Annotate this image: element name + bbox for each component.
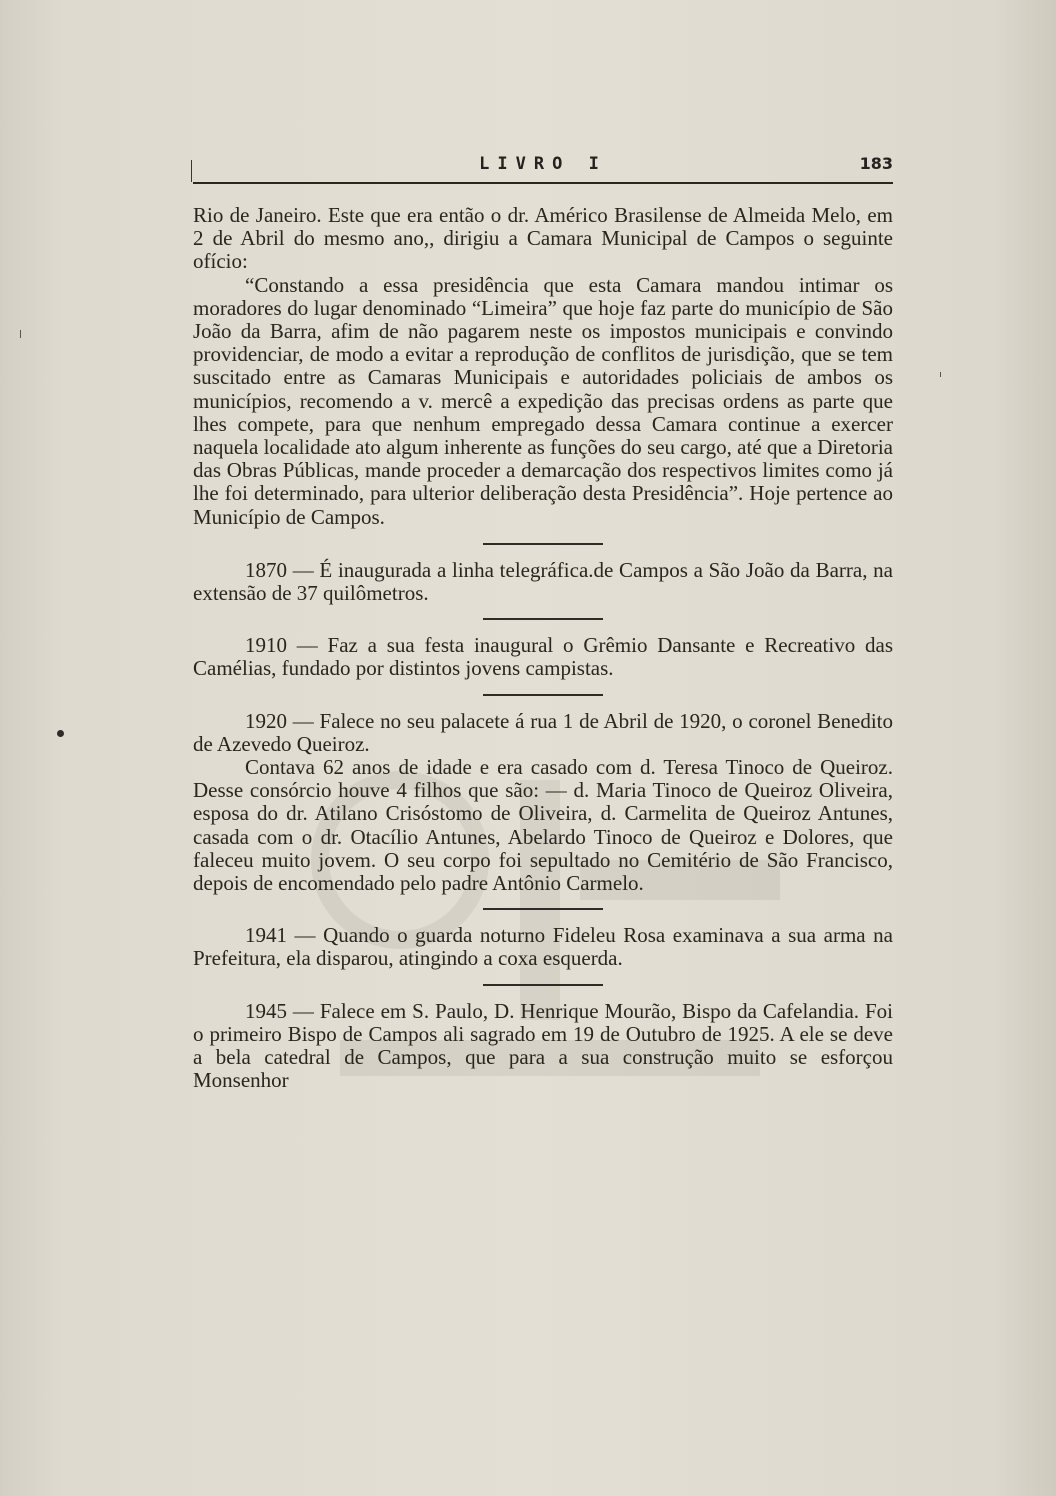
section-divider [483, 618, 603, 620]
header-margin-mark [191, 160, 192, 182]
section-divider [483, 543, 603, 545]
entry-1910: 1910 — Faz a sua festa inaugural o Grêmio Dansante e Recreativo das Camélias, fundado por distintos jovens campistas. [193, 633, 893, 681]
quoted-letter-paragraph: “Constando a essa presidência que esta Camara mandou intimar os moradores do lugar denominado “Limeira” que hoje faz parte do município de São João da Barra, afim de não pagarem neste os impostos municipais e convindo providenciar, de modo a evitar a reprodução de conflitos de jurisdição, que se tem suscitado entre as Camaras Municipais e autoridades policiais de ambos os municípios, recomendo a v. mercê a expedição das precisas ordens as parte que lhes compete, para que nenhum empregado dessa Camara continue a exercer naquela localidade ato algum inherente as funções do seu cargo, até que a Diretoria das Obras Públicas, mande proceder a demarcação dos respectivos limites como já lhe foi determinado, para ulterior deliberação desta Presidência”. Hoje pertence ao Município de Campos. [193, 272, 893, 529]
entry-1945: 1945 — Falece em S. Paulo, D. Henrique Mourão, Bispo da Cafelandia. Foi o primeiro Bispo de Campos ali sagrado em 19 de Outubro de 1925. A ele se deve a bela catedral de Campos, que para a sua construção muito se esforçou Monsenhor [193, 998, 893, 1093]
margin-speck [20, 330, 21, 338]
section-divider [483, 984, 603, 986]
section-divider [483, 694, 603, 696]
paragraph-continuation: Rio de Janeiro. Este que era então o dr. Américo Brasilense de Almeida Melo, em 2 de Abril do mesmo ano,, dirigiu a Camara Municipal de Campos o seguinte ofício: [193, 203, 893, 274]
margin-ink-dot [57, 730, 64, 737]
entry-1920: 1920 — Falece no seu palacete á rua 1 de Abril de 1920, o coronel Benedito de Azevedo Queiroz. [193, 708, 893, 756]
running-head: LIVRO I [479, 154, 607, 174]
page-number: 183 [859, 154, 893, 173]
page-header [193, 152, 893, 184]
entry-1870: 1870 — É inaugurada a linha telegráfica.de Campos a São João da Barra, na extensão de 37 quilômetros. [193, 557, 893, 606]
main-text [193, 204, 893, 1093]
section-divider [483, 908, 603, 910]
entry-1920-continued: Contava 62 anos de idade e era casado com d. Teresa Tinoco de Queiroz. Desse consórcio houve 4 filhos que são: — d. Maria Tinoco de Queiroz Oliveira, esposa do dr. Atilano Crisóstomo de Oliveira, d. Carmelita de Queiroz Antunes, casada com o dr. Otacílio Antunes, Abelardo Tinoco de Queiroz e Dolores, que faleceu muito jovem. O seu corpo foi sepultado no Cemitério de São Francisco, depois de encomendado pelo padre Antônio Carmelo. [193, 755, 893, 896]
entry-1941: 1941 — Quando o guarda noturno Fideleu Rosa examinava a sua arma na Prefeitura, ela disparou, atingindo a coxa esquerda. [193, 923, 893, 971]
margin-speck [940, 372, 941, 377]
